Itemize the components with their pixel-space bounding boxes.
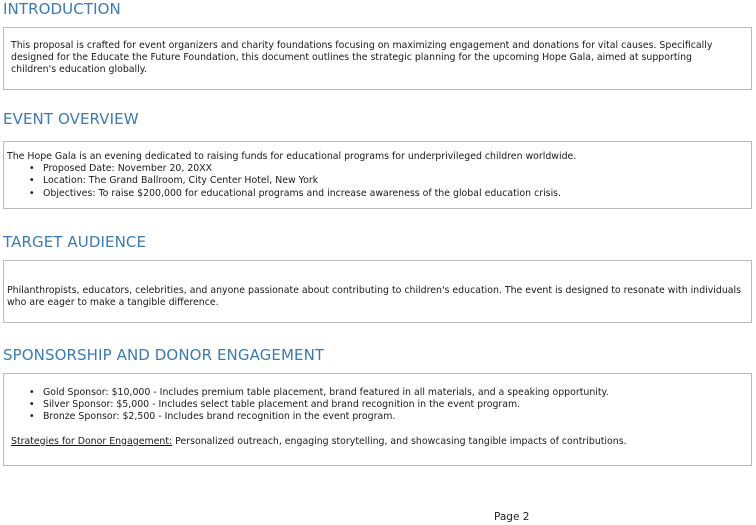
bullet-icon: • (29, 399, 35, 411)
target-audience-heading: TARGET AUDIENCE (3, 233, 147, 251)
event-overview-item-date: Proposed Date: November 20, 20XX (43, 163, 213, 175)
sponsorship-box (3, 373, 752, 466)
donor-strategy-text: Personalized outreach, engaging storytelling, and showcasing tangible impacts of contributions. (172, 435, 627, 447)
bullet-icon: • (29, 387, 35, 398)
bullet-icon: • (29, 187, 35, 199)
page-number: Page 2 (494, 511, 530, 523)
event-overview-box (3, 141, 752, 209)
introduction-box (3, 27, 752, 90)
introduction-text: This proposal is crafted for event organizers and charity foundations focusing on maximizing engagement and donations for vital causes. Specifically designed for the Educate the Future Foundation, this document outlines the strategic planning for the upcoming Hope Gala, aimed at supporting children's education globally. (11, 40, 713, 76)
list-item (7, 399, 743, 411)
list-item (7, 163, 743, 175)
introduction-heading: INTRODUCTION (3, 0, 121, 18)
list-item (7, 411, 743, 423)
event-overview-heading: EVENT OVERVIEW (3, 110, 139, 128)
event-overview-item-location: Location: The Grand Ballroom, City Center Hotel, New York (43, 175, 319, 187)
event-overview-list (7, 163, 743, 200)
sponsor-tier-gold: Gold Sponsor: $10,000 - Includes premium table placement, brand featured in all materials, and a speaking opportunity. (43, 387, 609, 398)
bullet-icon: • (29, 411, 35, 423)
sponsorship-list (7, 387, 743, 424)
event-overview-intro: The Hope Gala is an evening dedicated to raising funds for educational programs for underprivileged children worldwide. (7, 151, 577, 162)
target-audience-box (3, 260, 752, 323)
list-item (7, 387, 743, 399)
bullet-icon: • (29, 175, 35, 187)
list-item (7, 175, 743, 187)
list-item (7, 188, 743, 200)
donor-strategy-label: Strategies for Donor Engagement: (11, 435, 173, 447)
donor-strategy (7, 436, 743, 448)
event-overview-item-objectives: Objectives: To raise $200,000 for educational programs and increase awareness of the global education crisis. (43, 187, 562, 199)
sponsor-tier-silver: Silver Sponsor: $5,000 - Includes select table placement and brand recognition in the event program. (43, 399, 521, 411)
sponsorship-heading: SPONSORSHIP AND DONOR ENGAGEMENT (3, 346, 325, 364)
target-audience-text: Philanthropists, educators, celebrities, and anyone passionate about contributing to children's education. The event is designed to resonate with individuals who are eager to make a tangible difference. (7, 285, 742, 309)
bullet-icon: • (29, 163, 35, 175)
sponsor-tier-bronze: Bronze Sponsor: $2,500 - Includes brand recognition in the event program. (43, 411, 396, 423)
